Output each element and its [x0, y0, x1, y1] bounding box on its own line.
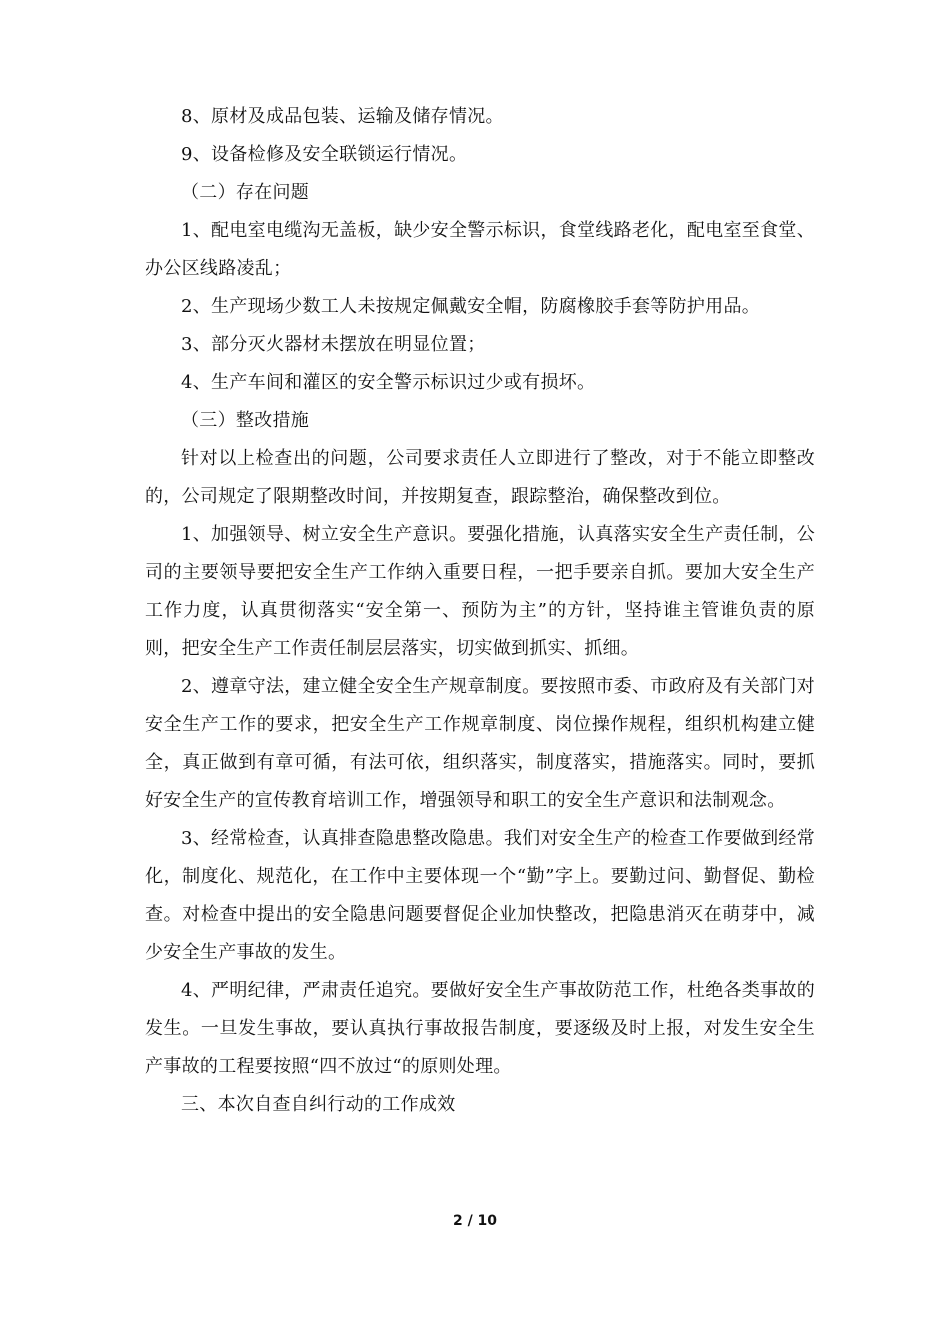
paragraph-measure-4: 4、严明纪律，严肃责任追究。要做好安全生产事故防范工作，杜绝各类事故的发生。一旦发生事故，要认真执行事故报告制度，要逐级及时上报，对发生安全生产事故的工程要按照“四不放过“的原则处理。 [145, 980, 815, 1077]
paragraph-problem-3: 3、部分灭火器材未摆放在明显位置； [181, 334, 486, 355]
section-heading-problems: （二）存在问题 [181, 182, 310, 203]
paragraph-item-9: 9、设备检修及安全联锁运行情况。 [181, 144, 468, 165]
paragraph-measure-2: 2、遵章守法，建立健全安全生产规章制度。要按照市委、市政府及有关部门对安全生产工作的要求，把安全生产工作规章制度、岗位操作规程，组织机构建立健全，真正做到有章可循，有法可依，组织落实，制度落实，措施落实。同时，要抓好安全生产的宣传教育培训工作，增强领导和职工的安全生产意识和法制观念。 [145, 676, 815, 811]
paragraph-measure-1: 1、加强领导、树立安全生产意识。要强化措施，认真落实安全生产责任制，公司的主要领导要把安全生产工作纳入重要日程，一把手要亲自抓。要加大安全生产工作力度，认真贯彻落实“安全第一、预防为主”的方针，坚持谁主管谁负责的原则，把安全生产工作责任制层层落实，切实做到抓实、抓细。 [145, 524, 815, 659]
paragraph-problem-4: 4、生产车间和灌区的安全警示标识过少或有损坏。 [181, 372, 596, 393]
section-heading-measures: （三）整改措施 [181, 410, 310, 431]
paragraph-item-8: 8、原材及成品包装、运输及储存情况。 [181, 106, 504, 127]
paragraph-measures-intro: 针对以上检查出的问题，公司要求责任人立即进行了整改，对于不能立即整改的，公司规定了限期整改时间，并按期复查，跟踪整治，确保整改到位。 [145, 448, 815, 507]
section-heading-results: 三、本次自查自纠行动的工作成效 [181, 1094, 456, 1115]
paragraph-problem-1: 1、配电室电缆沟无盖板，缺少安全警示标识，食堂线路老化，配电室至食堂、办公区线路凌乱； [145, 220, 815, 279]
page-number: 2 / 10 [452, 1213, 498, 1229]
document-body [145, 98, 815, 1124]
paragraph-problem-2: 2、生产现场少数工人未按规定佩戴安全帽，防腐橡胶手套等防护用品。 [181, 296, 761, 317]
paragraph-measure-3: 3、经常检查，认真排查隐患整改隐患。我们对安全生产的检查工作要做到经常化，制度化、规范化，在工作中主要体现一个“勤”字上。要勤过问、勤督促、勤检查。对检查中提出的安全隐患问题要督促企业加快整改，把隐患消灭在萌芽中，减少安全生产事故的发生。 [145, 828, 815, 963]
